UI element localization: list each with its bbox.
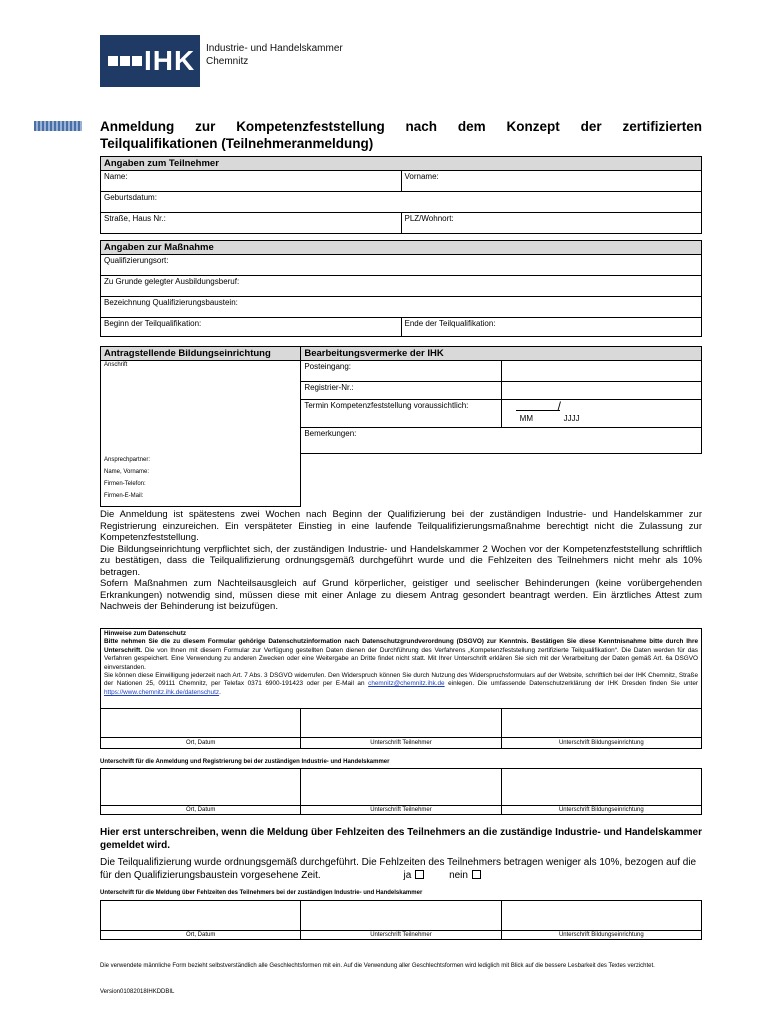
sig1-labels	[101, 737, 701, 748]
sig3-label-teilnehmer: Unterschrift Teilnehmer	[301, 931, 501, 939]
ihk-logo	[100, 35, 200, 87]
footer-note: Die verwendete männliche Form bezieht selbstverständlich alle Geschlechtsformen mit ein. Auf die Verwendung aller Geschlechtsformen wird lediglich mit Blick auf die bessere Lesbarkeit des Textes verzichtet.	[100, 963, 655, 969]
absence-signature-box	[100, 900, 702, 940]
form-title	[100, 118, 702, 152]
termin-slash: /	[557, 399, 561, 413]
ansprechpartner-label: Ansprechpartner:	[104, 456, 151, 463]
sig2-ort-datum[interactable]	[101, 769, 301, 805]
privacy-text2: Sie können diese Einwilligung jederzeit nach Art. 7 Abs. 3 DSGVO widerrufen. Den Widerspruch können Sie durch Nutzung des Widerspruchsformulars auf der Website, schriftlich bei der IHK Chemnitz, Straße der Nationen 25, 09111 Chemnitz, per Telefax 0371 6900-191423 oder per E-Mail an	[104, 672, 698, 688]
participant-heading: Angaben zum Teilnehmer	[101, 157, 702, 171]
posteingang-value[interactable]	[501, 361, 701, 382]
footer-version: Version01082018IHKDDBIL	[100, 989, 175, 995]
logo-square-2	[120, 56, 130, 66]
privacy-heading: Hinweise zum Datenschutz	[104, 630, 187, 637]
vorname-field[interactable]: Vorname:	[401, 171, 702, 192]
sig3-teilnehmer[interactable]	[301, 901, 501, 930]
ja-label: ja	[403, 870, 412, 881]
participant-section	[100, 156, 702, 234]
decorative-stripe	[34, 121, 82, 131]
instruction-p1: Die Anmeldung ist spätestens zwei Wochen nach Beginn der Qualifizierung bei der zuständigen Industrie- und Handelskammer zur Registrierung einzureichen. Ein verspäteter Einstieg in eine laufende Teilqualifizierungsmaßnahme berechtigt nicht die Zulassung zur Kompetenzfeststellung.	[100, 509, 702, 543]
sig1-label-bildung: Unterschrift Bildungseinrichtung	[558, 740, 644, 746]
chamber-line1: Industrie- und Handelskammer	[206, 43, 343, 54]
title-line2: Teilqualifikationen (Teilnehmeranmeldung)	[100, 136, 374, 151]
instruction-p2: Die Bildungseinrichtung verpflichtet sich, der zuständigen Industrie- und Handelskammer 2 Wochen vor der Kompetenzfeststellung schriftlich zu bestätigen, dass die Teilqualifizierung ordnungsgemäß durchgeführt wurde und die Fehlzeiten des Teilnehmers nicht mehr als 10% betragen.	[100, 543, 702, 578]
sig3-bildung[interactable]	[502, 901, 701, 930]
privacy-email-link[interactable]: chemnitz@chemnitz.ihk.de	[368, 680, 445, 688]
name-vorname-label: Name, Vorname:	[104, 468, 150, 475]
title-word: nach	[405, 119, 438, 134]
privacy-box	[100, 628, 702, 749]
absence-heading: Hier erst unterschreiben, wenn die Meldung über Fehlzeiten des Teilnehmers an die zuständige Industrie- und Handelskammer gemeldet wird.	[100, 827, 702, 851]
sig3-caption: Unterschrift für die Meldung über Fehlzeiten des Teilnehmers bei der zuständigen Industrie- und Handelskammer	[100, 890, 423, 896]
chamber-name	[206, 42, 343, 68]
nein-label: nein	[449, 870, 468, 881]
posteingang-field[interactable]: Posteingang:	[301, 361, 501, 382]
registrier-field[interactable]: Registrier-Nr.:	[301, 382, 501, 400]
ende-field[interactable]: Ende der Teilqualifikation:	[401, 318, 702, 337]
email-label: Firmen-E-Mail:	[104, 492, 144, 499]
ja-checkbox[interactable]	[415, 870, 424, 879]
ort-field[interactable]: Qualifizierungsort:	[101, 255, 702, 276]
instruction-p3: Sofern Maßnahmen zum Nachteilsausgleich auf Grund körperlicher, geistiger und seelischer Behinderungen (keine vorübergehenden Erkrankungen) notwendig sind, müssen diese mit einer Anlage zu diesem Antrag gesondert beantragt werden. Ein ärztliches Attest zum Nachweis der Behinderung ist beizufügen.	[100, 578, 702, 612]
plz-field[interactable]: PLZ/Wohnort:	[401, 213, 702, 234]
logo-square-3	[132, 56, 142, 66]
privacy-url-link[interactable]: https://www.chemnitz.ihk.de/datenschutz	[104, 688, 220, 696]
registrier-value[interactable]	[501, 382, 701, 400]
sig3-labels	[101, 930, 701, 939]
sig2-label-bildung: Unterschrift Bildungseinrichtung	[558, 807, 644, 813]
title-word: Kompetenzfeststellung	[236, 119, 385, 134]
sig2-bildung[interactable]	[502, 769, 701, 805]
sig2-label-ort: Ort, Datum	[101, 806, 301, 814]
privacy-content	[101, 629, 701, 708]
geburtsdatum-field[interactable]: Geburtsdatum:	[101, 192, 702, 213]
registration-signature-box	[100, 768, 702, 815]
privacy-bold: Bitte nehmen Sie die zu diesem Formular gehörige Datenschutzinformation nach Datenschutzgrundverordnung (DSGVO) zur Kenntnis. Bestätigen Sie diese Kenntnisnahme bitte durch Ihre Unterschrift.	[104, 638, 698, 654]
institution-heading: Antragstellende Bildungseinrichtung	[101, 347, 301, 361]
logo-square-1	[108, 56, 118, 66]
privacy-text1: Die von Ihnen mit diesem Formular zur Verfügung gestellten Daten dienen der Durchführung des Verfahrens „Kompetenzfeststellung zertifizierte Teilqualifikation“. Die Daten werden für das Verfahren gespeichert. Eine Verwendung zu anderen Zwecken oder eine Weitergabe an Dritte findet nicht statt. Mit Ihrer Unterschrift erklären Sie sich mit der Verarbeitung der Daten gemäß Art. 6a DSGVO einverstanden.	[104, 646, 698, 671]
sig1-label-teilnehmer: Unterschrift Teilnehmer	[301, 738, 501, 748]
bemerkungen-field[interactable]: Bemerkungen:	[301, 428, 702, 454]
title-word: zur	[195, 119, 216, 134]
baustein-field[interactable]: Bezeichnung Qualifizierungsbaustein:	[101, 297, 702, 318]
anschrift-label: Anschrift	[104, 362, 128, 368]
measure-section	[100, 240, 702, 337]
privacy-text3-end: .	[219, 688, 221, 696]
privacy-signature-row	[101, 708, 701, 737]
sig2-row	[101, 769, 701, 805]
title-word: der	[580, 119, 602, 134]
nein-checkbox[interactable]	[472, 870, 481, 879]
title-word: Anmeldung	[100, 119, 175, 134]
termin-jjjj: JJJJ	[563, 414, 580, 423]
absence-text: Die Teilqualifizierung wurde ordnungsgemäß durchgeführt. Die Fehlzeiten des Teilnehmers betragen weniger als 10%, bezogen auf die für den Qualifizierungsbaustein vorgesehene Zeit.	[100, 857, 697, 881]
sig2-caption: Unterschrift für die Anmeldung und Registrierung bei der zuständigen Industrie- und Handelskammer	[100, 759, 390, 765]
ihk-blank	[301, 454, 702, 507]
sig2-label-teilnehmer: Unterschrift Teilnehmer	[301, 806, 501, 814]
strasse-field[interactable]: Straße, Haus Nr.:	[101, 213, 402, 234]
anschrift-field[interactable]	[101, 361, 301, 454]
ansprechpartner-field[interactable]	[101, 454, 301, 507]
telefon-label: Firmen-Telefon:	[104, 480, 146, 487]
absence-text-block	[100, 856, 702, 882]
sig3-label-bildung: Unterschrift Bildungseinrichtung	[558, 932, 644, 938]
sig3-label-ort: Ort, Datum	[101, 931, 301, 939]
privacy-text3: einlegen. Die umfassende Datenschutzerklärung der IHK Dresden finden Sie unter	[448, 680, 699, 688]
measure-heading: Angaben zur Maßnahme	[101, 241, 702, 255]
institution-ihk-section	[100, 346, 702, 507]
logo-text: IHK	[144, 45, 196, 76]
chamber-line2: Chemnitz	[206, 56, 249, 67]
title-line1	[100, 118, 702, 135]
beginn-field[interactable]: Beginn der Teilqualifikation:	[101, 318, 402, 337]
instructions	[100, 509, 702, 613]
privacy-text	[104, 638, 698, 697]
sig2-labels	[101, 805, 701, 814]
sig3-ort-datum[interactable]	[101, 901, 301, 930]
sig1-bildung[interactable]	[502, 709, 701, 737]
sig1-label-ort: Ort, Datum	[101, 738, 301, 748]
sig1-ort-datum[interactable]	[101, 709, 301, 737]
ihk-heading: Bearbeitungsvermerke der IHK	[301, 347, 702, 361]
termin-line	[516, 410, 560, 411]
title-word: zertifizierten	[622, 119, 702, 134]
title-word: dem	[457, 119, 486, 134]
termin-date-field[interactable]	[501, 400, 701, 428]
beruf-field[interactable]: Zu Grunde gelegter Ausbildungsberuf:	[101, 276, 702, 297]
sig3-row	[101, 901, 701, 930]
sig1-teilnehmer[interactable]	[301, 709, 501, 737]
termin-mm: MM	[519, 414, 533, 423]
sig2-teilnehmer[interactable]	[301, 769, 501, 805]
name-field[interactable]: Name:	[101, 171, 402, 192]
termin-field: Termin Kompetenzfeststellung voraussichtlich:	[301, 400, 501, 428]
title-word: Konzept	[506, 119, 560, 134]
